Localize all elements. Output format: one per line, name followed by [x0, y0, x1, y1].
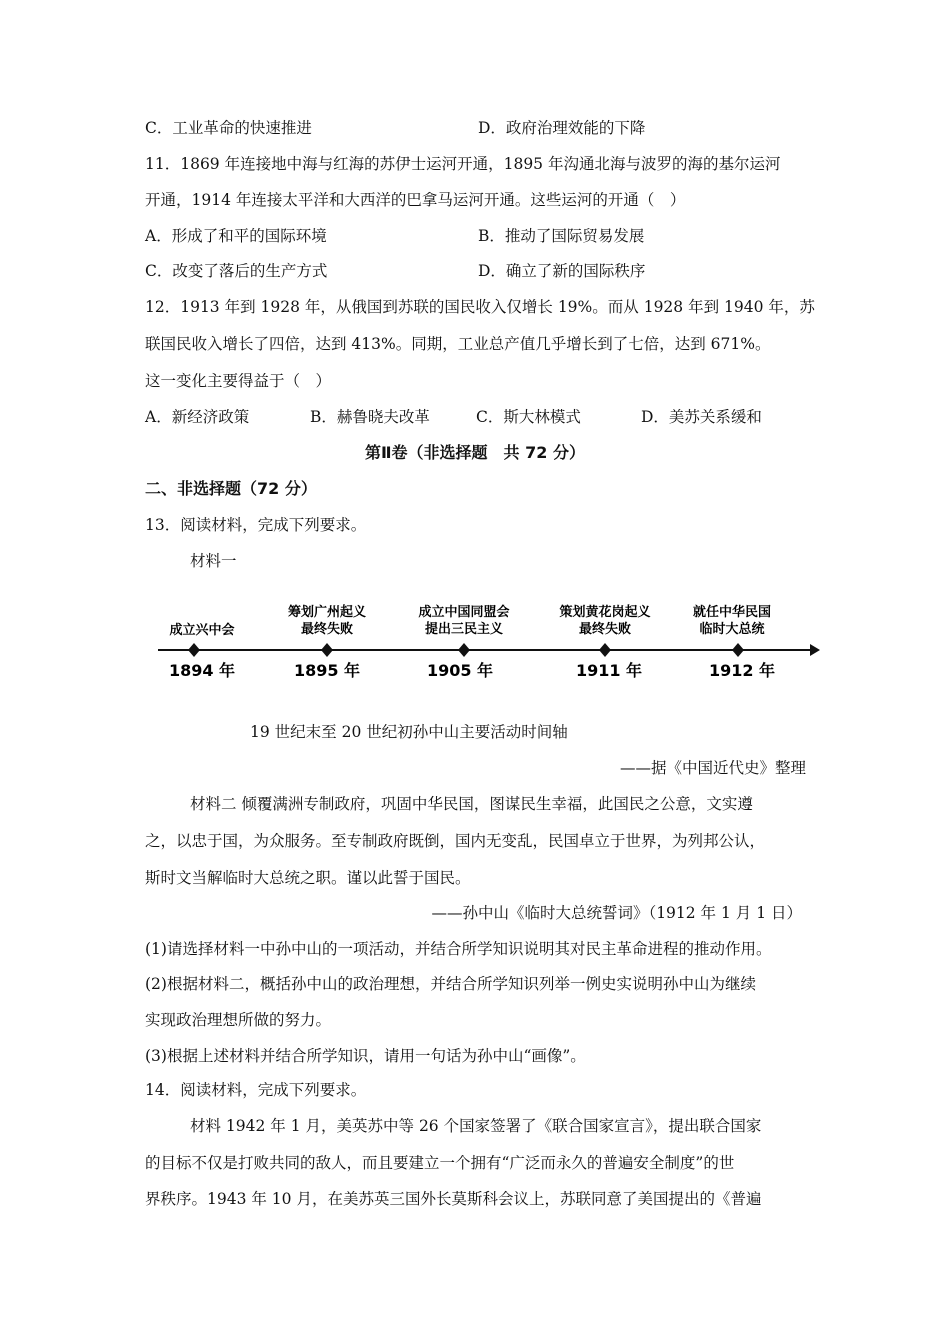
timeline-marker	[321, 643, 333, 657]
q14-material-line1: 材料 1942 年 1 月，美英苏中等 26 个国家签署了《联合国家宣言》，提出联合国家	[190, 1117, 762, 1135]
timeline-marker	[188, 643, 200, 657]
event-label: 策划黄花岗起义	[559, 605, 651, 620]
material1-label: 材料一	[190, 552, 237, 570]
q14-material-line3: 界秩序。1943 年 10 月，在美苏英三国外长莫斯科会议上，苏联同意了美国提出的《普遍	[145, 1190, 762, 1208]
part2-title: 第Ⅱ卷（非选择题 共 72 分）	[365, 443, 585, 462]
event-year: 1905 年	[426, 661, 494, 680]
q13-requirement-2-line1: (2)根据材料二，概括孙中山的政治理想，并结合所学知识列举一例史实说明孙中山为继续	[145, 975, 756, 993]
event-label: 筹划广州起义	[287, 605, 367, 620]
timeline-arrow	[810, 644, 820, 656]
timeline-event	[693, 604, 775, 680]
event-label: 临时大总统	[699, 622, 765, 637]
q12-option-b: B．赫鲁晓夫改革	[310, 408, 430, 426]
material2-line3: 斯时文当解临时大总统之职。谨以此誓于国民。	[145, 869, 471, 887]
q10-option-d: D．政府治理效能的下降	[478, 119, 646, 137]
q13-intro: 13．阅读材料，完成下列要求。	[145, 516, 367, 534]
event-label: 提出三民主义	[424, 622, 504, 637]
q10-option-c: C．工业革命的快速推进	[145, 119, 312, 137]
timeline-marker	[458, 643, 470, 657]
q11-stem-line1: 11．1869 年连接地中海与红海的苏伊士运河开通，1895 年沟通北海与波罗的海的基尔运河	[145, 155, 781, 173]
q13-requirement-1: (1)请选择材料一中孙中山的一项活动，并结合所学知识说明其对民主革命进程的推动作用。	[145, 940, 772, 958]
material2-line2: 之，以忠于国，为众服务。至专制政府既倒，国内无变乱，民国卓立于世界，为列邦公认，	[145, 832, 766, 850]
event-label: 就任中华民国	[692, 605, 772, 620]
q12-option-d: D．美苏关系缓和	[641, 408, 762, 426]
material2-line1: 材料二 倾覆满洲专制政府，巩固中华民国，图谋民生幸福，此国民之公意，文实遵	[190, 795, 753, 813]
q13-requirement-2-line2: 实现政治理想所做的努力。	[145, 1011, 332, 1029]
timeline-marker	[599, 643, 611, 657]
event-year: 1894 年	[168, 661, 236, 680]
event-year: 1911 年	[575, 661, 643, 680]
q12-option-a: A．新经济政策	[145, 408, 250, 426]
q12-stem-line2: 联国民收入增长了四倍，达到 413%。同期，工业总产值几乎增长到了七倍，达到 671%。	[145, 335, 771, 353]
q14-intro: 14．阅读材料，完成下列要求。	[145, 1081, 367, 1099]
section-heading: 二、非选择题（72 分）	[145, 479, 317, 498]
q12-option-c: C．斯大林模式	[476, 408, 581, 426]
material1-source: ——据《中国近代史》整理	[619, 759, 806, 777]
timeline-event	[559, 604, 650, 680]
event-year: 1895 年	[293, 661, 361, 680]
timeline-event	[288, 604, 366, 680]
q11-option-b: B．推动了国际贸易发展	[478, 227, 645, 245]
q11-option-c: C．改变了落后的生产方式	[145, 262, 328, 280]
q11-option-d: D．确立了新的国际秩序	[478, 262, 646, 280]
q11-option-a: A．形成了和平的国际环境	[145, 227, 327, 245]
q11-stem-line2: 开通，1914 年连接太平洋和大西洋的巴拿马运河开通。这些运河的开通（ ）	[145, 191, 686, 209]
timeline-caption: 19 世纪末至 20 世纪初孙中山主要活动时间轴	[250, 723, 568, 741]
material2-source: ——孙中山《临时大总统誓词》（1912 年 1 月 1 日）	[431, 904, 802, 922]
timeline-event	[418, 604, 509, 680]
timeline-marker	[732, 643, 744, 657]
q12-stem-line1: 12．1913 年到 1928 年，从俄国到苏联的国民收入仅增长 19%。而从 1928 年到 1940 年，苏	[145, 298, 815, 316]
event-label: 最终失败	[578, 622, 632, 637]
q13-requirement-3: (3)根据上述材料并结合所学知识，请用一句话为孙中山“画像”。	[145, 1047, 586, 1065]
event-label: 成立中国同盟会	[418, 605, 510, 620]
q12-stem-line3: 这一变化主要得益于（ ）	[145, 372, 332, 390]
event-label: 最终失败	[300, 622, 354, 637]
q14-material-line2: 的目标不仅是打败共同的敌人，而且要建立一个拥有“广泛而永久的普遍安全制度”的世	[145, 1154, 735, 1172]
timeline-figure	[150, 598, 820, 688]
event-year: 1912 年	[708, 661, 776, 680]
event-label: 成立兴中会	[169, 623, 235, 638]
